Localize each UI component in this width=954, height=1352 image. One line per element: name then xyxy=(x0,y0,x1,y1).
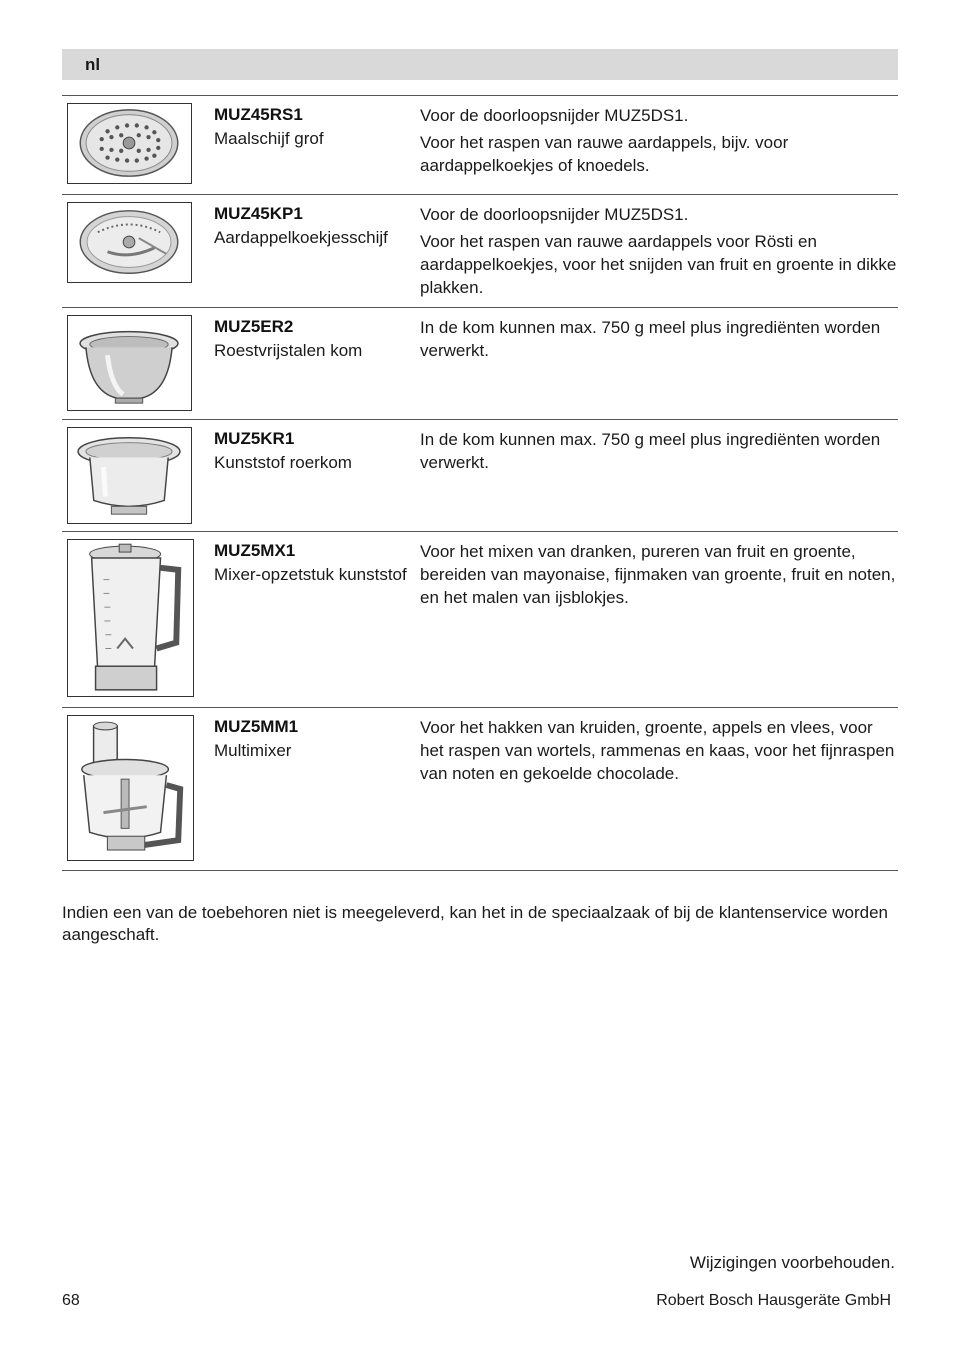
product-code: MUZ5MX1 xyxy=(214,541,296,560)
product-name: Aardappelkoekjesschijf xyxy=(214,228,388,247)
stainless-steel-bowl-icon xyxy=(67,315,192,411)
table-row xyxy=(62,708,898,871)
language-code: nl xyxy=(85,55,101,74)
table-row xyxy=(62,420,898,532)
product-name: Roestvrijstalen kom xyxy=(214,341,363,360)
description-line: Voor het hakken van kruiden, groente, appels en vlees, voor het raspen van wortels, rammenas en kaas, voor het fijnraspen van noten en gekoelde chocolade. xyxy=(420,718,895,783)
product-name: Multimixer xyxy=(214,741,292,760)
multimixer-icon xyxy=(67,715,194,861)
product-description xyxy=(420,540,900,613)
product-name: Maalschijf grof xyxy=(214,129,324,148)
description-line: Voor het raspen van rauwe aardappels, bijv. voor aardappelkoekjes of knoedels. xyxy=(420,133,789,175)
product-description xyxy=(420,104,900,181)
description-line: In de kom kunnen max. 750 g meel plus ingrediënten worden verwerkt. xyxy=(420,430,881,472)
coarse-grating-disc-icon xyxy=(67,103,192,184)
blender-attachment-icon xyxy=(67,539,194,697)
product-description xyxy=(420,716,900,789)
product-name: Mixer-opzetstuk kunststof xyxy=(214,565,407,584)
description-line: Voor de doorloopsnijder MUZ5DS1. xyxy=(420,205,689,224)
changes-reserved-note: Wijzigingen voorbehouden. xyxy=(689,1253,895,1272)
product-code: MUZ45KP1 xyxy=(214,204,303,223)
product-description xyxy=(420,203,900,303)
description-line: In de kom kunnen max. 750 g meel plus ingrediënten worden verwerkt. xyxy=(420,318,881,360)
potato-fritter-disc-icon xyxy=(67,202,192,283)
accessories-table xyxy=(62,95,898,871)
company-name: Robert Bosch Hausgeräte GmbH xyxy=(656,1292,891,1309)
table-row xyxy=(62,195,898,308)
product-description xyxy=(420,316,900,366)
availability-note: Indien een van de toebehoren niet is meegeleverd, kan het in de speciaalzaak of bij de klantenservice worden aangeschaft. xyxy=(62,903,888,944)
product-name: Kunststof roerkom xyxy=(214,453,352,472)
description-line: Voor het raspen van rauwe aardappels voor Rösti en aardappelkoekjes, voor het snijden van fruit en groente in dikke plakken. xyxy=(420,232,897,297)
product-code: MUZ5MM1 xyxy=(214,717,299,736)
product-description xyxy=(420,428,900,478)
product-code: MUZ5ER2 xyxy=(214,317,294,336)
description-line: Voor de doorloopsnijder MUZ5DS1. xyxy=(420,106,689,125)
product-code: MUZ45RS1 xyxy=(214,105,303,124)
page-number: 68 xyxy=(62,1292,80,1309)
table-row xyxy=(62,532,898,708)
description-line: Voor het mixen van dranken, pureren van fruit en groente, bereiden van mayonaise, fijnmaken van groente, fruit en noten, en het malen van ijsblokjes. xyxy=(420,542,896,607)
product-code: MUZ5KR1 xyxy=(214,429,295,448)
plastic-bowl-icon xyxy=(67,427,192,524)
table-row xyxy=(62,96,898,195)
language-header-bar xyxy=(62,49,898,80)
table-row xyxy=(62,308,898,420)
